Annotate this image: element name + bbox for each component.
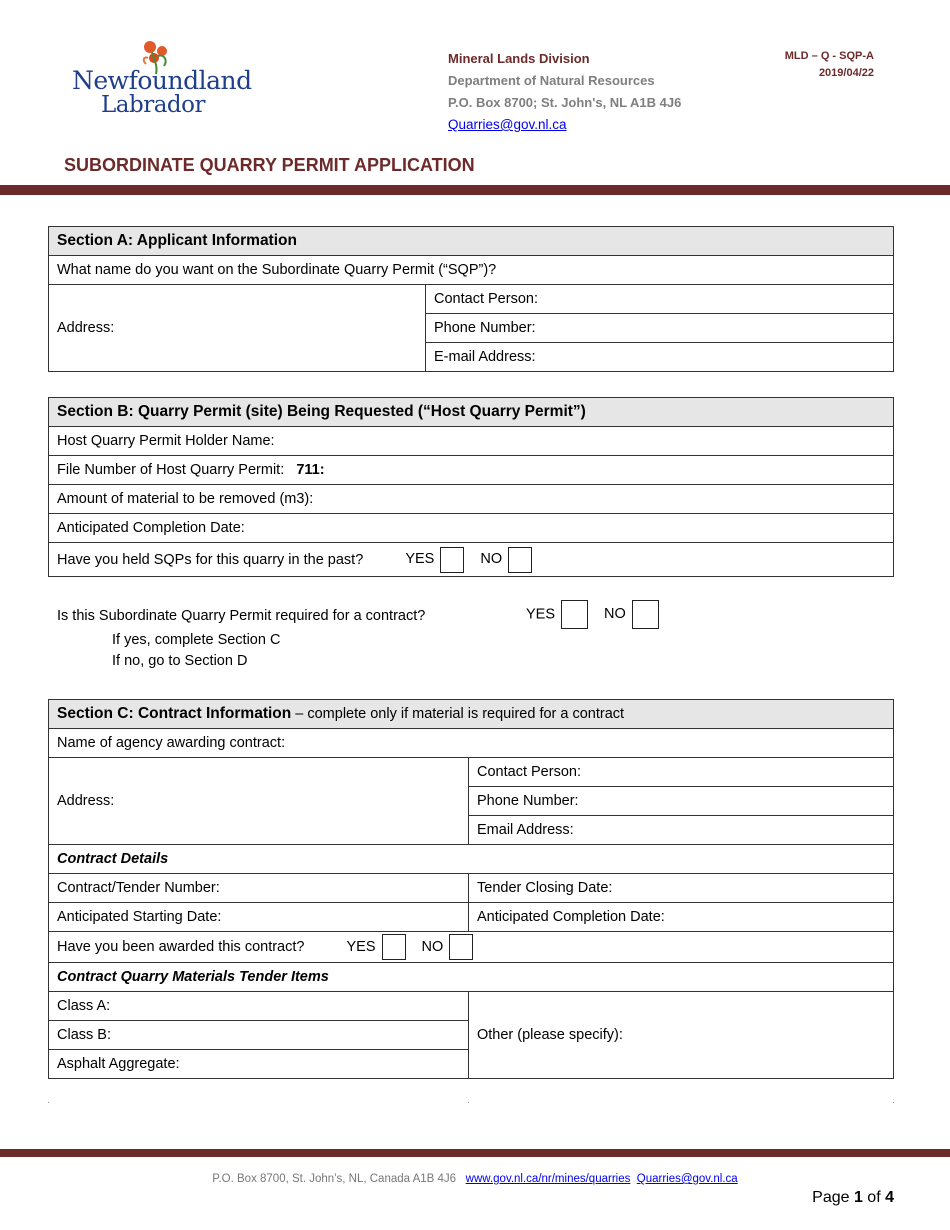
page-title: SUBORDINATE QUARRY PERMIT APPLICATION [64,155,475,175]
tender-closing-date-field[interactable]: Tender Closing Date: [469,874,894,903]
contract-required-yes-label: YES [526,606,556,623]
section-c-title: Section C: Contract Information [57,705,292,722]
agency-contact-field[interactable]: Contact Person: [469,758,894,787]
agency-phone-field[interactable]: Phone Number: [469,787,894,816]
form-date: 2019/04/22 [818,67,874,79]
held-sqp-yes-checkbox[interactable] [440,547,464,573]
contract-details-heading: Contract Details [49,845,894,874]
asphalt-aggregate-field[interactable]: Asphalt Aggregate: [49,1050,469,1079]
held-sqp-no-checkbox[interactable] [508,547,532,573]
margin-mark [893,1102,894,1103]
margin-mark [48,1102,49,1103]
contract-required-yes-checkbox[interactable] [561,600,588,629]
class-b-field[interactable]: Class B: [49,1021,469,1050]
form-code: MLD – Q - SQP-A [784,50,874,62]
material-amount-field[interactable]: Amount of material to be removed (m3): [49,485,894,514]
section-b-table [48,397,894,577]
host-file-number-field[interactable] [49,456,894,485]
awarded-no-label: NO [421,938,444,955]
contract-required-no-checkbox[interactable] [632,600,659,629]
host-file-prefix: 711: [296,462,325,478]
c-completion-date-field[interactable]: Anticipated Completion Date: [469,903,894,932]
materials-heading: Contract Quarry Materials Tender Items [49,963,894,992]
page-number [812,1189,894,1207]
page-of: of [862,1189,886,1206]
section-a-heading: Section A: Applicant Information [49,227,894,256]
agency-email-field[interactable]: Email Address: [469,816,894,845]
footer-email-link[interactable]: Quarries@gov.nl.ca [636,1173,738,1185]
held-sqp-no-label: NO [480,551,503,568]
agency-name-field[interactable]: Name of agency awarding contract: [49,729,894,758]
page-prefix: Page [812,1189,854,1206]
tender-number-field[interactable]: Contract/Tender Number: [49,874,469,903]
department-name: Department of Natural Resources [448,73,655,88]
header-email-link[interactable]: Quarries@gov.nl.ca [448,117,567,132]
held-sqp-row [49,543,894,577]
margin-mark [468,1102,469,1103]
applicant-phone-field[interactable]: Phone Number: [426,314,894,343]
awarded-yes-label: YES [346,938,376,955]
division-name: Mineral Lands Division [448,51,590,66]
section-c-heading [49,700,894,729]
awarded-yes-checkbox[interactable] [382,934,406,960]
start-date-field[interactable]: Anticipated Starting Date: [49,903,469,932]
host-file-label: File Number of Host Quarry Permit: [57,462,285,478]
applicant-address-field[interactable]: Address: [49,285,426,372]
mailing-address: P.O. Box 8700; St. John's, NL A1B 4J6 [448,95,682,110]
page-total: 4 [885,1189,894,1206]
logo-wordmark-line2: Labrador [101,92,205,118]
section-b-heading: Section B: Quarry Permit (site) Being Requested (“Host Quarry Permit”) [49,398,894,427]
awarded-row [49,932,894,963]
section-a-table [48,226,894,372]
logo-wordmark-line1: Newfoundland [72,66,252,95]
awarded-no-checkbox[interactable] [449,934,473,960]
host-holder-field[interactable]: Host Quarry Permit Holder Name: [49,427,894,456]
contract-required-question: Is this Subordinate Quarry Permit required for a contract? [57,608,426,624]
applicant-contact-field[interactable]: Contact Person: [426,285,894,314]
contract-required-options [526,600,659,629]
footer-divider [0,1149,950,1157]
section-c-table [48,699,894,1079]
awarded-question: Have you been awarded this contract? [57,938,305,955]
class-a-field[interactable]: Class A: [49,992,469,1021]
footer-address: P.O. Box 8700, St. John’s, NL, Canada A1B 4J6 [212,1173,457,1185]
contract-required-no-label: NO [604,606,626,623]
if-no-note: If no, go to Section D [112,653,248,669]
if-yes-note: If yes, complete Section C [112,632,281,648]
held-sqp-yes-label: YES [405,551,435,568]
applicant-email-field[interactable]: E-mail Address: [426,343,894,372]
sqp-name-field[interactable]: What name do you want on the Subordinate Quarry Permit (“SQP”)? [49,256,894,285]
other-materials-field[interactable]: Other (please specify): [469,992,894,1079]
agency-address-field[interactable]: Address: [49,758,469,845]
header-divider [0,185,950,195]
footer-website-link[interactable]: www.gov.nl.ca/nr/mines/quarries [465,1173,631,1185]
page-current: 1 [853,1189,863,1206]
section-c-note: – complete only if material is required for a contract [291,706,625,722]
b-completion-date-field[interactable]: Anticipated Completion Date: [49,514,894,543]
footer-contact [0,1173,950,1185]
held-sqp-question: Have you held SQPs for this quarry in the past? [57,551,364,568]
